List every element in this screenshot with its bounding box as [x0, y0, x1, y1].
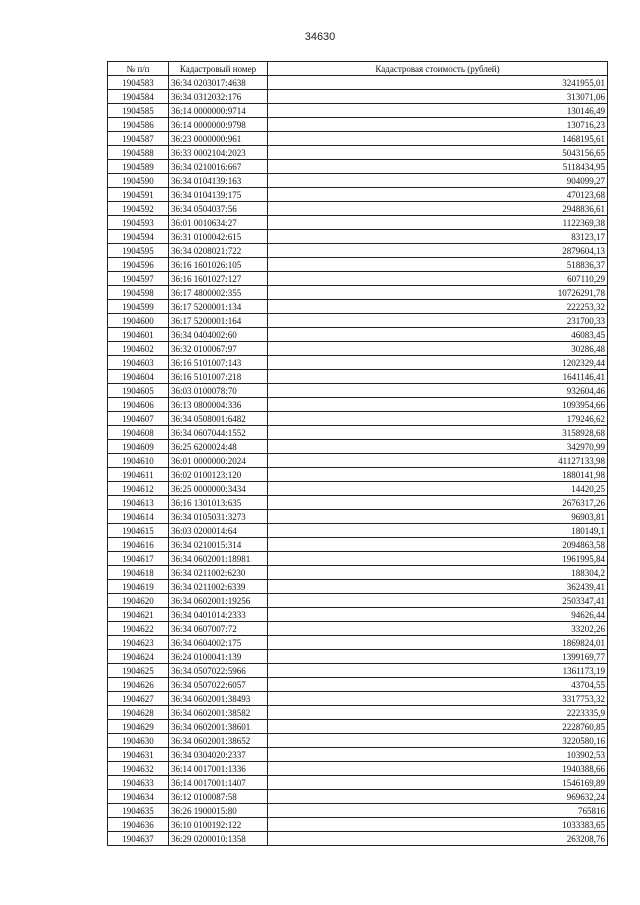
row-index-cell: 1904604 [108, 370, 169, 384]
cadastral-number-cell: 36:34 0607044:1552 [169, 426, 268, 440]
cadastral-number-cell: 36:10 0100192:122 [169, 818, 268, 832]
table-row [108, 216, 608, 230]
cadastral-number-cell: 36:23 0000000:961 [169, 132, 268, 146]
cadastral-value-cell: 3317753,32 [268, 692, 608, 706]
row-index-cell: 1904600 [108, 314, 169, 328]
cadastral-number-cell: 36:34 0104139:163 [169, 174, 268, 188]
cadastral-number-cell: 36:16 5101007:143 [169, 356, 268, 370]
table-row [108, 538, 608, 552]
cadastral-value-cell: 10726291,78 [268, 286, 608, 300]
cadastral-number-cell: 36:14 0017001:1407 [169, 776, 268, 790]
table-row [108, 202, 608, 216]
table-row [108, 776, 608, 790]
cadastral-value-cell: 1961995,84 [268, 552, 608, 566]
table-row [108, 804, 608, 818]
table-row [108, 594, 608, 608]
cadastral-value-cell: 231700,33 [268, 314, 608, 328]
row-index-cell: 1904606 [108, 398, 169, 412]
row-index-cell: 1904613 [108, 496, 169, 510]
cadastral-number-cell: 36:16 5101007:218 [169, 370, 268, 384]
cadastral-number-cell: 36:17 5200001:164 [169, 314, 268, 328]
cadastral-number-cell: 36:12 0100087:58 [169, 790, 268, 804]
row-index-cell: 1904624 [108, 650, 169, 664]
row-index-cell: 1904633 [108, 776, 169, 790]
cadastral-value-cell: 2879604,13 [268, 244, 608, 258]
row-index-cell: 1904603 [108, 356, 169, 370]
cadastral-value-cell: 130146,49 [268, 104, 608, 118]
row-index-cell: 1904631 [108, 748, 169, 762]
cadastral-number-cell: 36:34 0507022:5966 [169, 664, 268, 678]
cadastral-value-cell: 46083,45 [268, 328, 608, 342]
cadastral-number-cell: 36:34 0211002:6339 [169, 580, 268, 594]
table-row [108, 440, 608, 454]
cadastral-value-cell: 765816 [268, 804, 608, 818]
cadastral-number-cell: 36:03 0200014:64 [169, 524, 268, 538]
table-row [108, 510, 608, 524]
cadastral-value-cell: 179246,62 [268, 412, 608, 426]
column-header-cadastral-number: Кадастровый номер [169, 62, 268, 76]
cadastral-value-cell: 2503347,41 [268, 594, 608, 608]
row-index-cell: 1904636 [108, 818, 169, 832]
cadastral-value-cell: 969632,24 [268, 790, 608, 804]
table-row [108, 580, 608, 594]
table-row [108, 636, 608, 650]
cadastral-number-cell: 36:34 0105031:3273 [169, 510, 268, 524]
cadastral-value-cell: 1880141,98 [268, 468, 608, 482]
cadastral-number-cell: 36:17 5200001:134 [169, 300, 268, 314]
cadastral-number-cell: 36:34 0401014:2333 [169, 608, 268, 622]
row-index-cell: 1904610 [108, 454, 169, 468]
row-index-cell: 1904632 [108, 762, 169, 776]
cadastral-value-cell: 2948836,61 [268, 202, 608, 216]
cadastral-number-cell: 36:25 0000000:3434 [169, 482, 268, 496]
cadastral-number-cell: 36:34 0312032:176 [169, 90, 268, 104]
cadastral-value-cell: 14420,25 [268, 482, 608, 496]
cadastral-value-cell: 1033383,65 [268, 818, 608, 832]
cadastral-value-cell: 2676317,26 [268, 496, 608, 510]
table-row [108, 258, 608, 272]
cadastral-number-cell: 36:34 0404002:60 [169, 328, 268, 342]
table-row [108, 328, 608, 342]
cadastral-number-cell: 36:14 0000000:9798 [169, 118, 268, 132]
table-row [108, 118, 608, 132]
cadastral-number-cell: 36:14 0000000:9714 [169, 104, 268, 118]
table-row [108, 664, 608, 678]
cadastral-number-cell: 36:14 0017001:1336 [169, 762, 268, 776]
cadastral-value-cell: 2223335,9 [268, 706, 608, 720]
table-row [108, 692, 608, 706]
table-row [108, 412, 608, 426]
cadastral-value-cell: 263208,76 [268, 832, 608, 846]
table-row [108, 762, 608, 776]
table-row [108, 678, 608, 692]
table-row [108, 356, 608, 370]
cadastral-value-table [107, 61, 608, 846]
cadastral-number-cell: 36:34 0508001:6482 [169, 412, 268, 426]
table-row [108, 188, 608, 202]
cadastral-value-cell: 932604,46 [268, 384, 608, 398]
cadastral-value-cell: 1361173,19 [268, 664, 608, 678]
table-row [108, 104, 608, 118]
table-row [108, 734, 608, 748]
cadastral-value-cell: 83123,17 [268, 230, 608, 244]
cadastral-value-cell: 130716,23 [268, 118, 608, 132]
cadastral-number-cell: 36:34 0504037:56 [169, 202, 268, 216]
cadastral-number-cell: 36:34 0602001:38582 [169, 706, 268, 720]
row-index-cell: 1904595 [108, 244, 169, 258]
table-row [108, 524, 608, 538]
cadastral-number-cell: 36:34 0210016:667 [169, 160, 268, 174]
table-row [108, 832, 608, 846]
cadastral-number-cell: 36:34 0602001:38493 [169, 692, 268, 706]
cadastral-number-cell: 36:31 0100042:615 [169, 230, 268, 244]
row-index-cell: 1904592 [108, 202, 169, 216]
row-index-cell: 1904590 [108, 174, 169, 188]
cadastral-value-cell: 94626,44 [268, 608, 608, 622]
cadastral-value-cell: 904099,27 [268, 174, 608, 188]
cadastral-number-cell: 36:02 0100123:120 [169, 468, 268, 482]
cadastral-value-cell: 3241955,01 [268, 76, 608, 90]
cadastral-value-cell: 43704,55 [268, 678, 608, 692]
table-row [108, 342, 608, 356]
cadastral-value-cell: 41127133,98 [268, 454, 608, 468]
cadastral-value-cell: 1641146,41 [268, 370, 608, 384]
table-row [108, 454, 608, 468]
cadastral-value-cell: 2228760,85 [268, 720, 608, 734]
column-header-index: № п/п [108, 62, 169, 76]
row-index-cell: 1904586 [108, 118, 169, 132]
cadastral-value-cell: 607110,29 [268, 272, 608, 286]
table-row [108, 818, 608, 832]
table-row [108, 482, 608, 496]
row-index-cell: 1904615 [108, 524, 169, 538]
cadastral-value-cell: 222253,32 [268, 300, 608, 314]
row-index-cell: 1904620 [108, 594, 169, 608]
cadastral-value-cell: 1093954,66 [268, 398, 608, 412]
row-index-cell: 1904596 [108, 258, 169, 272]
cadastral-number-cell: 36:34 0507022:6057 [169, 678, 268, 692]
table-row [108, 76, 608, 90]
cadastral-number-cell: 36:26 1900015:80 [169, 804, 268, 818]
cadastral-value-cell: 1399169,77 [268, 650, 608, 664]
table-row [108, 398, 608, 412]
row-index-cell: 1904599 [108, 300, 169, 314]
row-index-cell: 1904635 [108, 804, 169, 818]
table-row [108, 720, 608, 734]
table-row [108, 272, 608, 286]
row-index-cell: 1904623 [108, 636, 169, 650]
cadastral-value-cell: 180149,1 [268, 524, 608, 538]
table-row [108, 286, 608, 300]
row-index-cell: 1904594 [108, 230, 169, 244]
table-row [108, 650, 608, 664]
row-index-cell: 1904598 [108, 286, 169, 300]
row-index-cell: 1904616 [108, 538, 169, 552]
table-header-row [108, 62, 608, 76]
table-row [108, 160, 608, 174]
row-index-cell: 1904614 [108, 510, 169, 524]
cadastral-value-cell: 1869824,01 [268, 636, 608, 650]
row-index-cell: 1904628 [108, 706, 169, 720]
cadastral-value-cell: 362439,41 [268, 580, 608, 594]
table-row [108, 748, 608, 762]
cadastral-number-cell: 36:34 0602001:18981 [169, 552, 268, 566]
table-row [108, 370, 608, 384]
row-index-cell: 1904583 [108, 76, 169, 90]
row-index-cell: 1904597 [108, 272, 169, 286]
row-index-cell: 1904612 [108, 482, 169, 496]
row-index-cell: 1904608 [108, 426, 169, 440]
table-row [108, 566, 608, 580]
cadastral-number-cell: 36:34 0203017:4638 [169, 76, 268, 90]
row-index-cell: 1904627 [108, 692, 169, 706]
row-index-cell: 1904589 [108, 160, 169, 174]
cadastral-value-cell: 2094863,58 [268, 538, 608, 552]
column-header-cadastral-value: Кадастровая стоимость (рублей) [268, 62, 608, 76]
row-index-cell: 1904625 [108, 664, 169, 678]
row-index-cell: 1904630 [108, 734, 169, 748]
cadastral-value-cell: 103902,53 [268, 748, 608, 762]
cadastral-number-cell: 36:34 0104139:175 [169, 188, 268, 202]
cadastral-number-cell: 36:29 0200010:1358 [169, 832, 268, 846]
row-index-cell: 1904617 [108, 552, 169, 566]
row-index-cell: 1904637 [108, 832, 169, 846]
table-row [108, 790, 608, 804]
row-index-cell: 1904602 [108, 342, 169, 356]
row-index-cell: 1904609 [108, 440, 169, 454]
cadastral-number-cell: 36:01 0000000:2024 [169, 454, 268, 468]
row-index-cell: 1904605 [108, 384, 169, 398]
table-row [108, 132, 608, 146]
table-row [108, 314, 608, 328]
row-index-cell: 1904591 [108, 188, 169, 202]
table-row [108, 300, 608, 314]
table-row [108, 230, 608, 244]
cadastral-number-cell: 36:03 0100078:70 [169, 384, 268, 398]
table-row [108, 384, 608, 398]
cadastral-value-cell: 188304,2 [268, 566, 608, 580]
row-index-cell: 1904601 [108, 328, 169, 342]
cadastral-value-cell: 1202329,44 [268, 356, 608, 370]
row-index-cell: 1904584 [108, 90, 169, 104]
cadastral-number-cell: 36:01 0010634:27 [169, 216, 268, 230]
cadastral-number-cell: 36:34 0304020:2337 [169, 748, 268, 762]
table-row [108, 90, 608, 104]
row-index-cell: 1904629 [108, 720, 169, 734]
cadastral-number-cell: 36:16 1601026:105 [169, 258, 268, 272]
cadastral-number-cell: 36:33 0002104:2023 [169, 146, 268, 160]
row-index-cell: 1904585 [108, 104, 169, 118]
table-row [108, 706, 608, 720]
cadastral-value-cell: 518836,37 [268, 258, 608, 272]
cadastral-value-cell: 5118434,95 [268, 160, 608, 174]
row-index-cell: 1904619 [108, 580, 169, 594]
cadastral-number-cell: 36:34 0210015:314 [169, 538, 268, 552]
cadastral-value-cell: 3158928,68 [268, 426, 608, 440]
table-row [108, 552, 608, 566]
table-row [108, 244, 608, 258]
cadastral-number-cell: 36:25 6200024:48 [169, 440, 268, 454]
cadastral-number-cell: 36:17 4800002:355 [169, 286, 268, 300]
row-index-cell: 1904634 [108, 790, 169, 804]
row-index-cell: 1904621 [108, 608, 169, 622]
cadastral-number-cell: 36:34 0208021:722 [169, 244, 268, 258]
table-row [108, 426, 608, 440]
cadastral-value-cell: 470123,68 [268, 188, 608, 202]
cadastral-value-cell: 342970,99 [268, 440, 608, 454]
row-index-cell: 1904593 [108, 216, 169, 230]
cadastral-value-cell: 1122369,38 [268, 216, 608, 230]
cadastral-number-cell: 36:13 0800004:336 [169, 398, 268, 412]
row-index-cell: 1904622 [108, 622, 169, 636]
table-row [108, 622, 608, 636]
cadastral-number-cell: 36:34 0602001:38652 [169, 734, 268, 748]
table-row [108, 608, 608, 622]
cadastral-value-cell: 30286,48 [268, 342, 608, 356]
row-index-cell: 1904588 [108, 146, 169, 160]
cadastral-value-cell: 1546169,89 [268, 776, 608, 790]
table-row [108, 174, 608, 188]
cadastral-value-cell: 1940388,66 [268, 762, 608, 776]
cadastral-value-cell: 313071,06 [268, 90, 608, 104]
cadastral-number-cell: 36:34 0602001:19256 [169, 594, 268, 608]
table-body [108, 76, 608, 846]
cadastral-value-cell: 5043156,65 [268, 146, 608, 160]
table-row [108, 146, 608, 160]
table-row [108, 496, 608, 510]
row-index-cell: 1904611 [108, 468, 169, 482]
cadastral-value-cell: 33202,26 [268, 622, 608, 636]
row-index-cell: 1904618 [108, 566, 169, 580]
cadastral-value-cell: 3220580,16 [268, 734, 608, 748]
cadastral-number-cell: 36:34 0607007:72 [169, 622, 268, 636]
cadastral-value-cell: 1468195,61 [268, 132, 608, 146]
row-index-cell: 1904607 [108, 412, 169, 426]
cadastral-number-cell: 36:34 0602001:38601 [169, 720, 268, 734]
cadastral-number-cell: 36:34 0211002:6230 [169, 566, 268, 580]
cadastral-number-cell: 36:34 0604002:175 [169, 636, 268, 650]
cadastral-number-cell: 36:16 1601027:127 [169, 272, 268, 286]
cadastral-value-cell: 96903,81 [268, 510, 608, 524]
cadastral-number-cell: 36:16 1301013:635 [169, 496, 268, 510]
row-index-cell: 1904587 [108, 132, 169, 146]
row-index-cell: 1904626 [108, 678, 169, 692]
table-row [108, 468, 608, 482]
cadastral-number-cell: 36:32 0100067:97 [169, 342, 268, 356]
page-number: 34630 [304, 31, 336, 43]
cadastral-number-cell: 36:24 0100041:139 [169, 650, 268, 664]
